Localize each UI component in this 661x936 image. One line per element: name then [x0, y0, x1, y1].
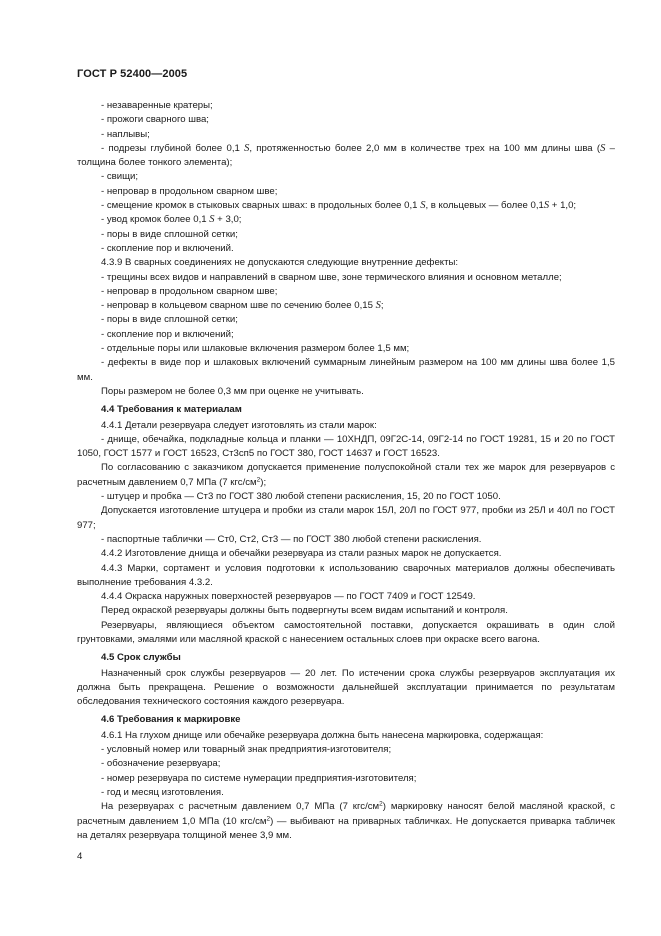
list-item: - отдельные поры или шлаковые включения размером более 1,5 мм; [101, 343, 410, 355]
section-heading-marking: 4.6 Требования к маркировке [101, 714, 241, 726]
list-item: - номер резервуара по системе нумерации предприятия-изготовителя; [101, 772, 417, 784]
clause-4-6-1: 4.6.1 На глухом днище или обечайке резервуара должна быть нанесена маркировка, содержащая: [101, 729, 544, 741]
list-item: - увод кромок более 0,1 S + 3,0; [101, 214, 242, 226]
list-item: - прожоги сварного шва; [101, 114, 209, 126]
paragraph: Перед окраской резервуары должны быть подвергнуты всем видам испытаний и контроля. [101, 605, 508, 617]
section-heading-service-life: 4.5 Срок службы [101, 652, 181, 664]
paragraph: - паспортные таблички — Ст0, Ст2, Ст3 — по ГОСТ 380 любой степени раскисления. [101, 533, 482, 545]
list-item: - свищи; [101, 171, 139, 183]
clause-4-4-4: 4.4.4 Окраска наружных поверхностей резервуаров — по ГОСТ 7409 и ГОСТ 12549. [101, 591, 476, 603]
list-item: - дефекты в виде пор и шлаковых включений суммарным линейным размером на 100 мм длины шва более 1,5 мм. [77, 357, 615, 383]
section-heading-materials: 4.4 Требования к материалам [101, 404, 242, 416]
list-item: - незаваренные кратеры; [101, 100, 213, 111]
clause-4-3-9: 4.3.9 В сварных соединениях не допускаются следующие внутренние дефекты: [101, 257, 459, 269]
list-item: - непровар в продольном сварном шве; [101, 285, 278, 297]
list-item: - поры в виде сплошной сетки; [101, 228, 238, 240]
paragraph: Поры размером не более 0,3 мм при оценке не учитывать. [101, 385, 364, 397]
paragraph: - штуцер и пробка — Ст3 по ГОСТ 380 любой степени раскисления, 15, 20 по ГОСТ 1050. [101, 491, 501, 503]
list-item: - скопление пор и включений; [101, 328, 234, 340]
list-item: - смещение кромок в стыковых сварных швах: в продольных более 0,1 S, в кольцевых — более 0,1S + 1,0; [101, 200, 577, 212]
clause-4-4-3: 4.4.3 Марки, сортамент и условия подготовки к использованию сварочных материалов должны обеспечивать выполнение требования 4.3.2. [77, 562, 615, 588]
clause-4-4-2: 4.4.2 Изготовление днища и обечайки резервуара из стали разных марок не допускается. [101, 548, 502, 560]
page-number: 4 [77, 851, 83, 862]
clause-4-4-1: 4.4.1 Детали резервуара следует изготовлять из стали марок: [101, 419, 377, 431]
list-item: - наплывы; [101, 128, 150, 140]
paragraph: Назначенный срок службы резервуаров — 20 лет. По истечении срока службы резервуаров эксплуатация их должна быть прекращена. Решение о возможности дальнейшей эксплуатации принимается по результатам обследования технического состояния каждого резервуара. [77, 667, 615, 708]
list-item: - год и месяц изготовления. [101, 786, 224, 798]
list-item: - непровар в продольном сварном шве; [101, 185, 278, 197]
list-item: - обозначение резервуара; [101, 758, 221, 770]
paragraph: На резервуарах с расчетным давлением 0,7 МПа (7 кгс/$см^2$) маркировку наносят белой масляной краской, с расчетным давлением 1,0 МПа (10 кгс/$см^2$) — выбивают на приварных табличках. Не допускается приварка табличек на деталях резервуара толщиной менее 3,9 мм. [77, 800, 616, 841]
list-item: - поры в виде сплошной сетки; [101, 314, 238, 326]
list-item: - непровар в кольцевом сварном шве по сечению более 0,15 S; [101, 300, 384, 312]
document-body [77, 99, 615, 843]
document-header: ГОСТ Р 52400—2005 [77, 68, 188, 80]
list-item: - скопление пор и включений. [101, 242, 234, 254]
paragraph: Резервуары, являющиеся объектом самостоятельной поставки, допускается окрашивать в один слой грунтовками, эмалями или масляной краской с нанесением остальных слоев при окраске всего вагона. [77, 619, 615, 645]
list-item: - условный номер или товарный знак предприятия-изготовителя; [101, 744, 392, 756]
paragraph: - днище, обечайка, подкладные кольца и планки — 10ХНДП, 09Г2С-14, 09Г2-14 по ГОСТ 19281, 15 и 20 по ГОСТ 1050, ГОСТ 1577 и ГОСТ 16523, Ст3сп5 по ГОСТ 380, ГОСТ 14637 и ГОСТ 16523. [77, 433, 615, 460]
list-item: - трещины всех видов и направлений в сварном шве, зоне термического влияния и основном металле; [101, 271, 562, 283]
paragraph: По согласованию с заказчиком допускается применение полуспокойной стали тех же марок для резервуаров с расчетным давлением 0,7 МПа (7 кгс/$см^2$); [77, 462, 615, 488]
list-item: - подрезы глубиной более 0,1 S, протяженностью более 2,0 мм в количестве трех на 100 мм длины шва (S – толщина более тонкого элемента); [77, 142, 615, 169]
paragraph: Допускается изготовление штуцера и пробки из стали марок 15Л, 20Л по ГОСТ 977, пробки из 25Л и 40Л по ГОСТ 977; [77, 505, 615, 531]
